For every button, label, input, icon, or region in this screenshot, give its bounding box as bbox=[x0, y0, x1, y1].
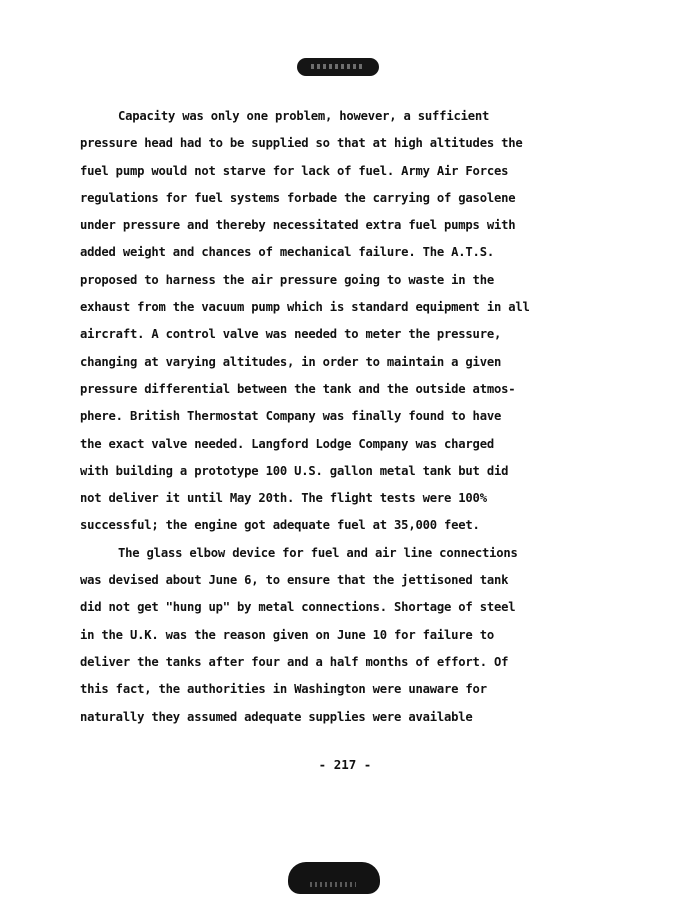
text-line: under pressure and thereby necessitated extra fuel pumps with bbox=[80, 218, 516, 233]
text-line: added weight and chances of mechanical failure. The A.T.S. bbox=[80, 245, 494, 260]
text-line: deliver the tanks after four and a half months of effort. Of bbox=[80, 654, 509, 669]
text-line: aircraft. A control valve was needed to meter the pressure, bbox=[80, 327, 502, 342]
text-line: exhaust from the vacuum pump which is standard equipment in all bbox=[80, 300, 530, 315]
page-number: - 217 - bbox=[318, 757, 372, 772]
text-line: changing at varying altitudes, in order to maintain a given bbox=[80, 354, 502, 369]
classification-stamp-bottom bbox=[288, 862, 380, 894]
text-line: did not get "hung up" by metal connections. Shortage of steel bbox=[80, 600, 516, 615]
classification-stamp-top bbox=[297, 58, 379, 76]
text-line: regulations for fuel systems forbade the carrying of gasolene bbox=[80, 190, 516, 205]
text-line: phere. British Thermostat Company was finally found to have bbox=[80, 409, 502, 424]
text-line: pressure differential between the tank and the outside atmos- bbox=[80, 381, 516, 396]
text-line: in the U.K. was the reason given on June 10 for failure to bbox=[80, 627, 494, 642]
text-line: naturally they assumed adequate supplies were available bbox=[80, 709, 473, 724]
text-line: successful; the engine got adequate fuel at 35,000 feet. bbox=[80, 518, 480, 533]
document-body bbox=[80, 103, 540, 731]
text-line: The glass elbow device for fuel and air line connections bbox=[118, 545, 518, 560]
text-line: fuel pump would not starve for lack of fuel. Army Air Forces bbox=[80, 163, 509, 178]
text-line: this fact, the authorities in Washington were unaware for bbox=[80, 682, 487, 697]
text-line: Capacity was only one problem, however, a sufficient bbox=[118, 109, 490, 123]
text-line: pressure head had to be supplied so that at high altitudes the bbox=[80, 136, 523, 151]
text-line: the exact valve needed. Langford Lodge Company was charged bbox=[80, 436, 494, 451]
text-line: not deliver it until May 20th. The flight tests were 100% bbox=[80, 491, 487, 506]
text-line: proposed to harness the air pressure going to waste in the bbox=[80, 272, 494, 287]
text-line: with building a prototype 100 U.S. gallon metal tank but did bbox=[80, 463, 509, 478]
text-line: was devised about June 6, to ensure that the jettisoned tank bbox=[80, 573, 509, 588]
